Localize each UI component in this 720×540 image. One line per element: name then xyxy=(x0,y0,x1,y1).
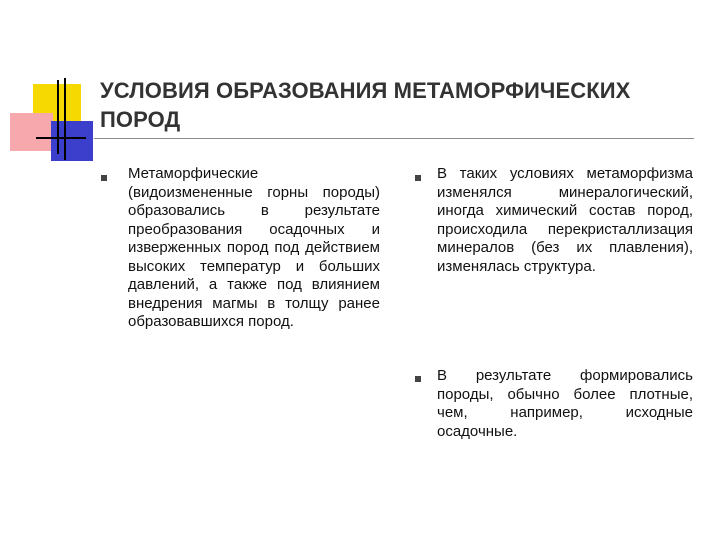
title-divider xyxy=(94,138,694,139)
decor-vertical-line xyxy=(64,78,66,160)
bullet-square-icon xyxy=(415,175,421,181)
decor-horizontal-line xyxy=(36,137,86,139)
decor-pink-square xyxy=(10,113,53,151)
bullet-text: Метаморфические (видоизмененные горны породы) образовались в результате преобразования осадочных и изверженных пород под действием высоких температур и больших давлений, а также под влиянием внедрения магмы в толщу ранее образовавшихся пород. xyxy=(128,165,380,330)
slide-title: УСЛОВИЯ ОБРАЗОВАНИЯ МЕТАМОРФИЧЕСКИХ ПОРОД xyxy=(100,78,631,132)
bullet-square-icon xyxy=(415,376,421,382)
bullet-text: В таких условиях метаморфизма изменялся минералогический, иногда химический состав пород, происходила перекристаллизация минералов (без их плавления), изменялась структура. xyxy=(437,165,693,275)
bullet-square-icon xyxy=(101,175,107,181)
decor-vertical-line xyxy=(57,80,59,154)
bullet-text: В результате формировались породы, обычно более плотные, чем, например, исходные осадочные. xyxy=(437,367,693,440)
